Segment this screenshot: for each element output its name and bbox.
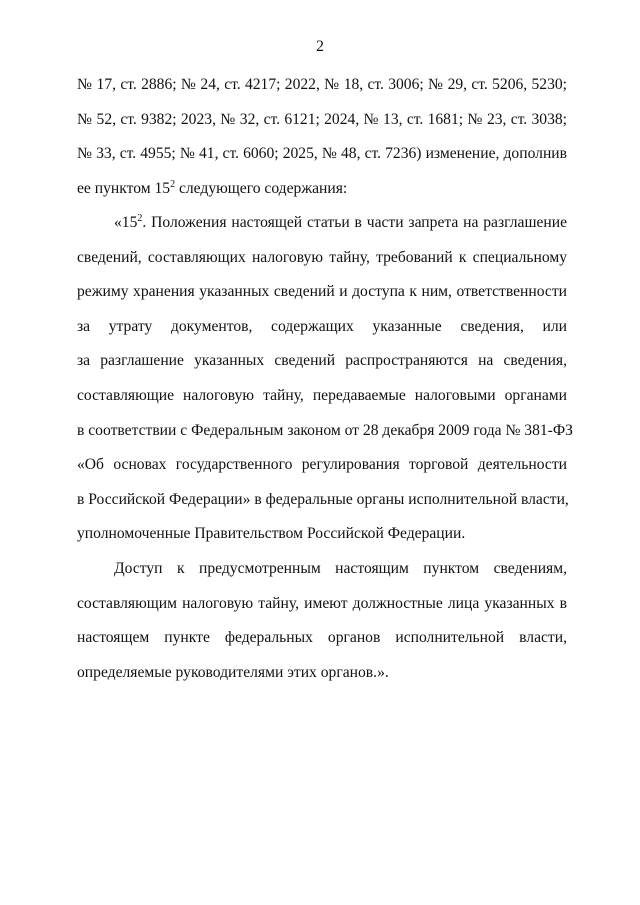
text-line: определяемые руководителями этих органов.». bbox=[77, 663, 389, 681]
text-line: режиму хранения указанных сведений и доступа к ним, ответственности bbox=[77, 283, 567, 301]
text-line bbox=[77, 178, 567, 213]
text-line: № 52, ст. 9382; 2023, № 32, ст. 6121; 2024, № 13, ст. 1681; № 23, ст. 3038; bbox=[77, 110, 567, 128]
text-line: «Об основах государственного регулирования торговой деятельности bbox=[77, 456, 567, 474]
text-line: в Российской Федерации» в федеральные органы исполнительной власти, bbox=[77, 490, 569, 508]
text-line: настоящем пункте федеральных органов исполнительной власти, bbox=[77, 629, 567, 647]
text-line bbox=[77, 212, 567, 247]
access-paragraph bbox=[77, 558, 567, 696]
text-fragment: следующего содержания: bbox=[175, 179, 348, 197]
text-line: за разглашение указанных сведений распространяются на сведения, bbox=[77, 352, 567, 370]
text-line: сведений, составляющих налоговую тайну, требований к специальному bbox=[77, 248, 567, 266]
text-line: Доступ к предусмотренным настоящим пунктом сведениям, bbox=[114, 560, 567, 577]
text-fragment: ее пунктом 15 bbox=[77, 179, 171, 197]
text-line: № 17, ст. 2886; № 24, ст. 4217; 2022, № 18, ст. 3006; № 29, ст. 5206, 5230; bbox=[77, 76, 567, 93]
superscript: 2 bbox=[170, 178, 176, 190]
text-fragment: «15 bbox=[114, 214, 138, 231]
text-line: за утрату документов, содержащих указанные сведения, или bbox=[77, 317, 567, 335]
text-fragment: . Положения настоящей статьи в части запрета на разглашение bbox=[142, 214, 567, 231]
quoted-paragraph bbox=[77, 212, 573, 558]
superscript: 2 bbox=[137, 213, 143, 224]
text-line: № 33, ст. 4955; № 41, ст. 6060; 2025, № 48, ст. 7236) изменение, дополнив bbox=[77, 145, 567, 163]
text-line: уполномоченные Правительством Российской Федерации. bbox=[77, 525, 466, 543]
text-line: составляющим налоговую тайну, имеют должностные лица указанных в bbox=[77, 594, 567, 612]
text-line: составляющие налоговую тайну, передаваемые налоговыми органами bbox=[77, 386, 567, 404]
page-number: 2 bbox=[316, 38, 324, 55]
intro-paragraph bbox=[77, 74, 567, 212]
text-line: в соответствии с Федеральным законом от 28 декабря 2009 года № 381-ФЗ bbox=[77, 421, 573, 439]
